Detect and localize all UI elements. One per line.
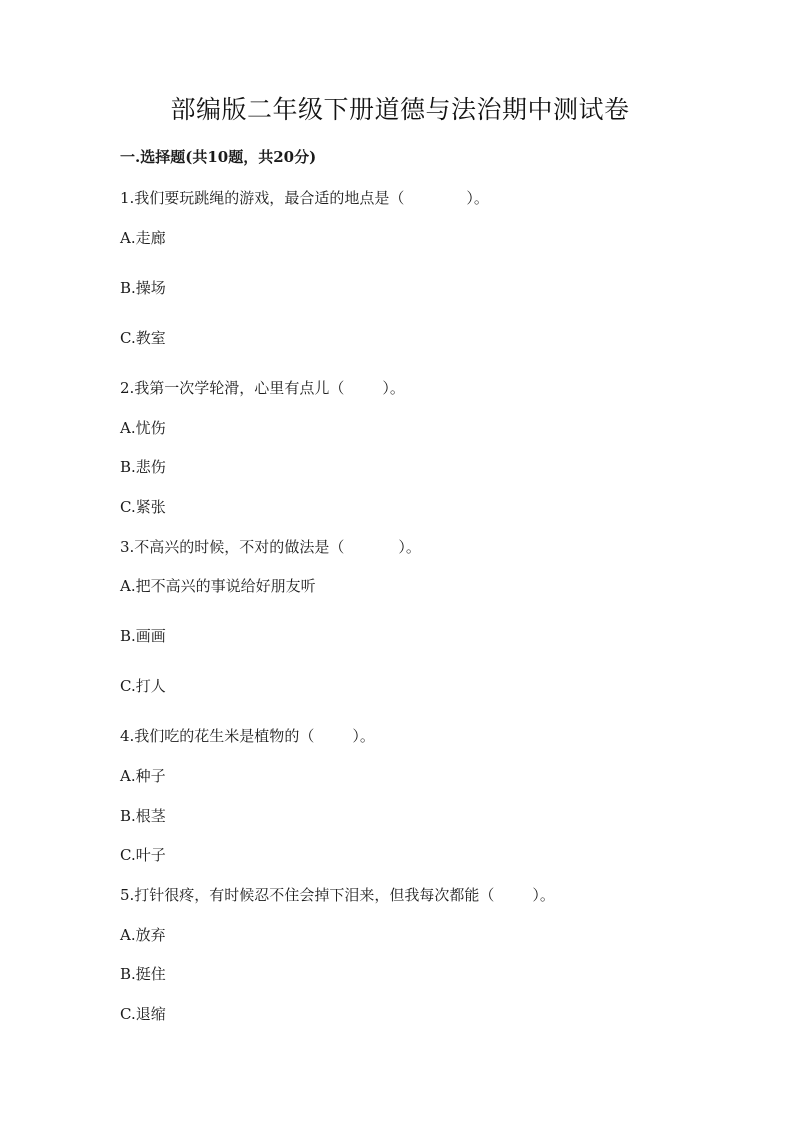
question-5-option-a: A.放弃 xyxy=(120,926,166,944)
question-2-option-a: A.忧伤 xyxy=(120,419,166,437)
question-2-stem-end: ）。 xyxy=(382,379,405,397)
question-2-stem-text: 2.我第一次学轮滑，心里有点儿（ xyxy=(120,379,345,397)
question-2-option-b: B.悲伤 xyxy=(120,458,166,476)
question-3-option-b: B.画画 xyxy=(120,627,166,645)
question-1-option-b: B.操场 xyxy=(120,279,166,297)
question-4-option-b: B.根茎 xyxy=(120,807,166,825)
question-2-stem xyxy=(120,377,405,399)
section-heading: 一.选择题(共10题，共20分) xyxy=(120,148,317,166)
question-4-option-a: A.种子 xyxy=(120,767,166,785)
question-1-option-c: C.教室 xyxy=(120,329,166,347)
question-4-stem-text: 4.我们吃的花生米是植物的（ xyxy=(120,727,315,745)
question-3-option-c: C.打人 xyxy=(120,677,166,695)
question-1-stem-text: 1.我们要玩跳绳的游戏，最合适的地点是（ xyxy=(120,189,405,207)
page-title: 部编版二年级下册道德与法治期中测试卷 xyxy=(170,95,630,124)
question-4-stem xyxy=(120,725,375,747)
question-1-stem xyxy=(120,187,489,209)
question-5-stem-end: ）。 xyxy=(532,886,555,904)
question-4-stem-end: ）。 xyxy=(352,727,375,745)
question-4-option-c: C.叶子 xyxy=(120,846,166,864)
question-5-option-b: B.挺住 xyxy=(120,965,166,983)
question-5-stem xyxy=(120,884,555,906)
question-3-stem xyxy=(120,536,421,558)
question-1-option-a: A.走廊 xyxy=(120,229,166,247)
question-3-stem-text: 3.不高兴的时候，不对的做法是（ xyxy=(120,538,345,556)
question-1-stem-end: ）。 xyxy=(466,189,489,207)
question-3-option-a: A.把不高兴的事说给好朋友听 xyxy=(120,577,316,595)
question-5-option-c: C.退缩 xyxy=(120,1005,166,1023)
question-2-option-c: C.紧张 xyxy=(120,498,166,516)
question-5-stem-text: 5.打针很疼，有时候忍不住会掉下泪来，但我每次都能（ xyxy=(120,886,495,904)
question-3-stem-end: ）。 xyxy=(398,538,421,556)
